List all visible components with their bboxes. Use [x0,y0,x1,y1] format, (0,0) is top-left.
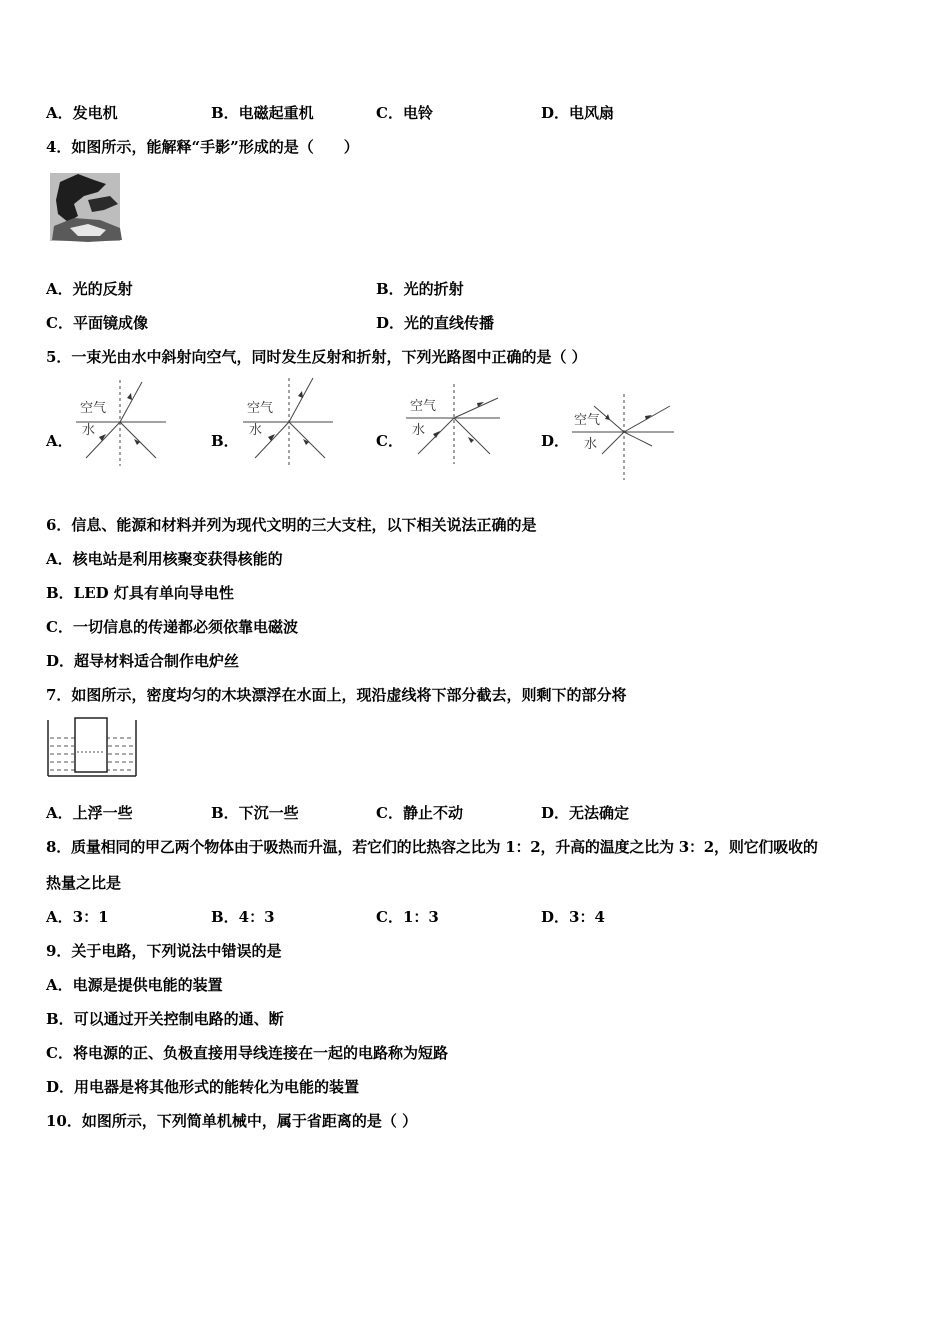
water-label: 水 [584,437,598,452]
q8-option-b: B．4：3 [211,908,275,926]
q5-stem: 5．一束光由水中斜射向空气，同时发生反射和折射，下列光路图中正确的是（ ） [46,348,587,366]
q8-stem-line1: 8．质量相同的甲乙两个物体由于吸热而升温，若它们的比热容之比为 1：2，升高的温度之比为 3：2，则它们吸收的 [46,838,818,856]
q6-stem: 6．信息、能源和材料并列为现代文明的三大支柱，以下相关说法正确的是 [46,516,537,534]
water-label: 水 [412,423,426,438]
q3-option-c: C．电铃 [376,104,433,122]
air-label: 空气 [247,401,274,416]
q5-diagram-c [406,382,502,470]
water-label: 水 [82,423,96,438]
q9-option-d: D．用电器是将其他形式的能转化为电能的装置 [46,1078,360,1096]
q3-option-a: A．发电机 [46,104,118,122]
q4-option-d: D．光的直线传播 [376,314,495,332]
q8-option-d: D．3：4 [541,908,605,926]
q6-option-d: D．超导材料适合制作电炉丝 [46,652,240,670]
air-label: 空气 [410,399,437,414]
q9-stem: 9．关于电路，下列说法中错误的是 [46,942,282,960]
q8-option-c: C．1：3 [376,908,439,926]
q5-option-d: D． [541,432,570,450]
q7-floating-block-figure [46,716,138,784]
q7-option-a: A．上浮一些 [46,804,133,822]
air-label: 空气 [80,401,107,416]
q8-stem-line2: 热量之比是 [46,874,122,892]
q5-option-a: A． [46,432,73,450]
q7-stem: 7．如图所示，密度均匀的木块漂浮在水面上，现沿虚线将下部分截去，则剩下的部分将 [46,686,627,704]
q5-option-c: C． [376,432,403,450]
air-label: 空气 [574,413,601,428]
q5-diagram-b [243,376,335,472]
q4-option-c: C．平面镜成像 [46,314,148,332]
q6-option-c: C．一切信息的传递都必须依靠电磁波 [46,618,298,636]
water-label: 水 [249,423,263,438]
q3-option-b: B．电磁起重机 [211,104,314,122]
q5-diagram-d [572,392,676,486]
q4-stem: 4．如图所示，能解释“手影”形成的是（ ） [46,138,359,156]
q9-option-b: B．可以通过开关控制电路的通、断 [46,1010,284,1028]
q10-stem: 10．如图所示，下列简单机械中，属于省距离的是（ ） [46,1112,418,1130]
q3-option-d: D．电风扇 [541,104,615,122]
q4-hand-shadow-image [48,170,128,250]
q7-option-b: B．下沉一些 [211,804,299,822]
q5-option-b: B． [211,432,239,450]
q4-option-b: B．光的折射 [376,280,464,298]
q6-option-a: A．核电站是利用核聚变获得核能的 [46,550,283,568]
q9-option-c: C．将电源的正、负极直接用导线连接在一起的电路称为短路 [46,1044,448,1062]
q8-option-a: A．3：1 [46,908,109,926]
q9-option-a: A．电源是提供电能的装置 [46,976,223,994]
q7-option-c: C．静止不动 [376,804,463,822]
q4-option-a: A．光的反射 [46,280,133,298]
q6-option-b: B．LED 灯具有单向导电性 [46,584,234,602]
q7-option-d: D．无法确定 [541,804,630,822]
q5-diagram-a [76,378,168,472]
